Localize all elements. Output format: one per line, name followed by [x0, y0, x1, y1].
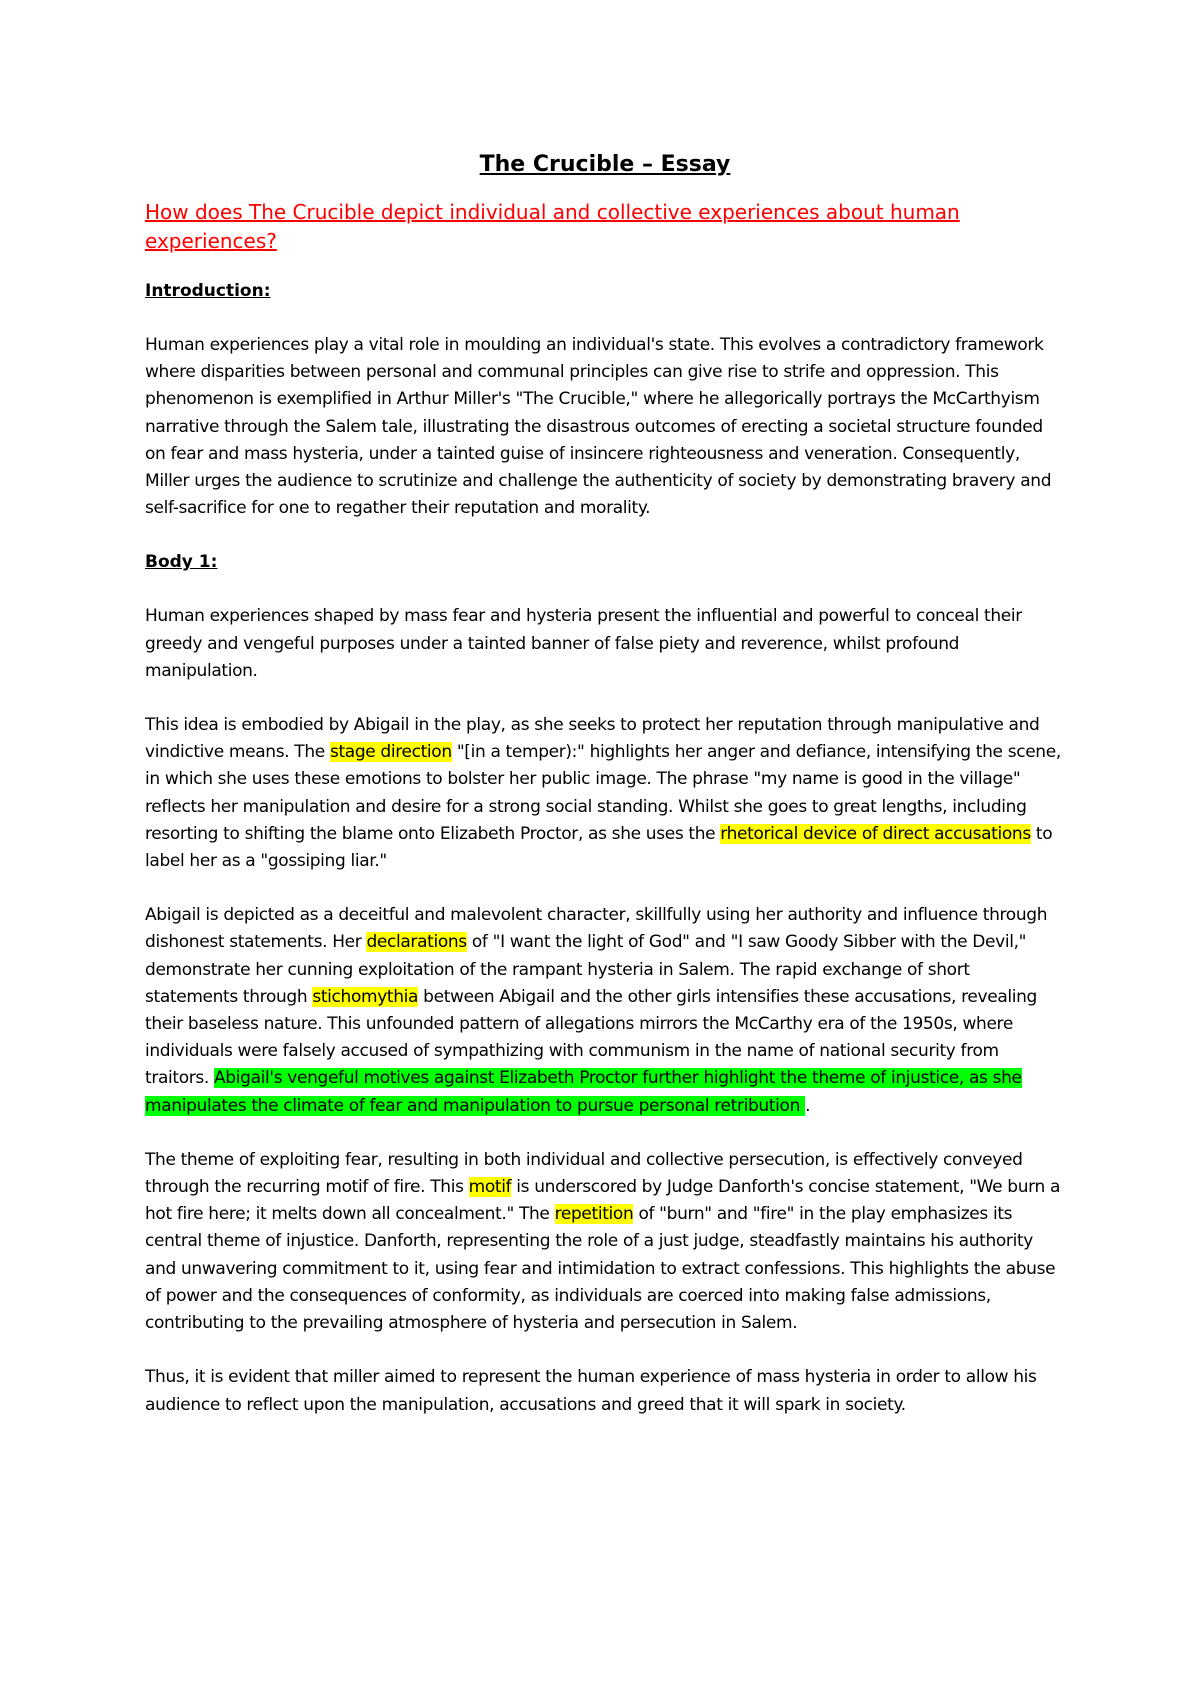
- essay-title: The Crucible – Essay: [479, 152, 731, 177]
- text-run: is underscored by Judge Danforth's concise statement, "We burn a hot fire here; it melts down all concealment." The: [145, 1177, 1061, 1225]
- body-1-conclusion-paragraph: Thus, it is evident that miller aimed to represent the human experience of mass hysteria in order to allow his audience to reflect upon the manipulation, accusations and greed that it will spark in society.: [145, 1367, 1037, 1415]
- body-1-paragraph-3: [145, 902, 1065, 1120]
- introduction-heading: Introduction:: [145, 281, 271, 301]
- text-run: to label her as a "gossiping liar.": [145, 823, 1053, 872]
- text-run: .: [805, 1095, 811, 1116]
- highlight-rhetorical-device: rhetorical device of direct accusations: [720, 823, 1031, 844]
- text-run: Abigail is depicted as a deceitful and malevolent character, skillfully using her authority and influence through dishonest statements. Her: [145, 905, 1048, 953]
- body-1-paragraph-1: Human experiences shaped by mass fear and hysteria present the influential and powerful to conceal their greedy and vengeful purposes under a tainted banner of false piety and reverence, whilst profound manipulation.: [145, 606, 1022, 681]
- text-run: The theme of exploiting fear, resulting in both individual and collective persecution, is effectively conveyed through the recurring motif of fire. This: [145, 1149, 1023, 1198]
- introduction-paragraph: Human experiences play a vital role in moulding an individual's state. This evolves a contradictory framework where disparities between personal and communal principles can give rise to strife and oppression. This phenomenon is exemplified in Arthur Miller's "The Crucible," where he allegorically portrays the McCarthyism narrative through the Salem tale, illustrating the disastrous outcomes of erecting a societal structure founded on fear and mass hysteria, under a tainted guise of insincere righteousness and veneration. Consequently, Miller urges the audience to scrutinize and challenge the authenticity of society by demonstrating bravery and self-sacrifice for one to regather their reputation and morality.: [145, 335, 1052, 519]
- body-1-paragraph-2: [145, 712, 1065, 875]
- text-run: between Abigail and the other girls intensifies these accusations, revealing their baseless nature. This unfounded pattern of allegations mirrors the McCarthy era of the 1950s, where individuals were falsely accused of sympathizing with communism in the name of national security from traitors.: [145, 986, 1038, 1089]
- highlight-green-sentence: Abigail's vengeful motives against Elizabeth Proctor further highlight the theme of injustice, as she manipulates the climate of fear and manipulation to pursue personal retribution: [145, 1068, 1022, 1116]
- text-run: This idea is embodied by Abigail in the play, as she seeks to protect her reputation through manipulative and vindictive means. The: [145, 715, 1040, 763]
- highlight-repetition: repetition: [554, 1204, 634, 1225]
- highlight-stichomythia: stichomythia: [312, 986, 419, 1007]
- text-run: of "burn" and "fire" in the play emphasizes its central theme of injustice. Danforth, representing the role of a just judge, steadfastly maintains his authority and unwavering commitment to it, using fear and intimidation to extract confessions. This highlights the abuse of power and the consequences of conformity, as individuals are coerced into making false admissions, contributing to the prevailing atmosphere of hysteria and persecution in Salem.: [145, 1204, 1056, 1334]
- body-1-paragraph-4: [145, 1147, 1065, 1337]
- document-page: [145, 150, 1065, 1419]
- text-run: of "I want the light of God" and "I saw Goody Sibber with the Devil," demonstrate her cunning exploitation of the rampant hysteria in Salem. The rapid exchange of short statements through: [145, 932, 1027, 1007]
- essay-question: How does The Crucible depict individual and collective experiences about human experiences?: [145, 200, 960, 253]
- highlight-motif: motif: [468, 1177, 512, 1198]
- highlight-declarations: declarations: [366, 932, 467, 953]
- text-run: "[in a temper):" highlights her anger and defiance, intensifying the scene, in which she uses these emotions to bolster her public image. The phrase "my name is good in the village" reflects her manipulation and desire for a strong social standing. Whilst she goes to great lengths, including resorting to shifting the blame onto Elizabeth Proctor, as she uses the: [145, 742, 1061, 844]
- highlight-stage-direction: stage direction: [329, 742, 452, 763]
- body-1-heading: Body 1:: [145, 552, 218, 573]
